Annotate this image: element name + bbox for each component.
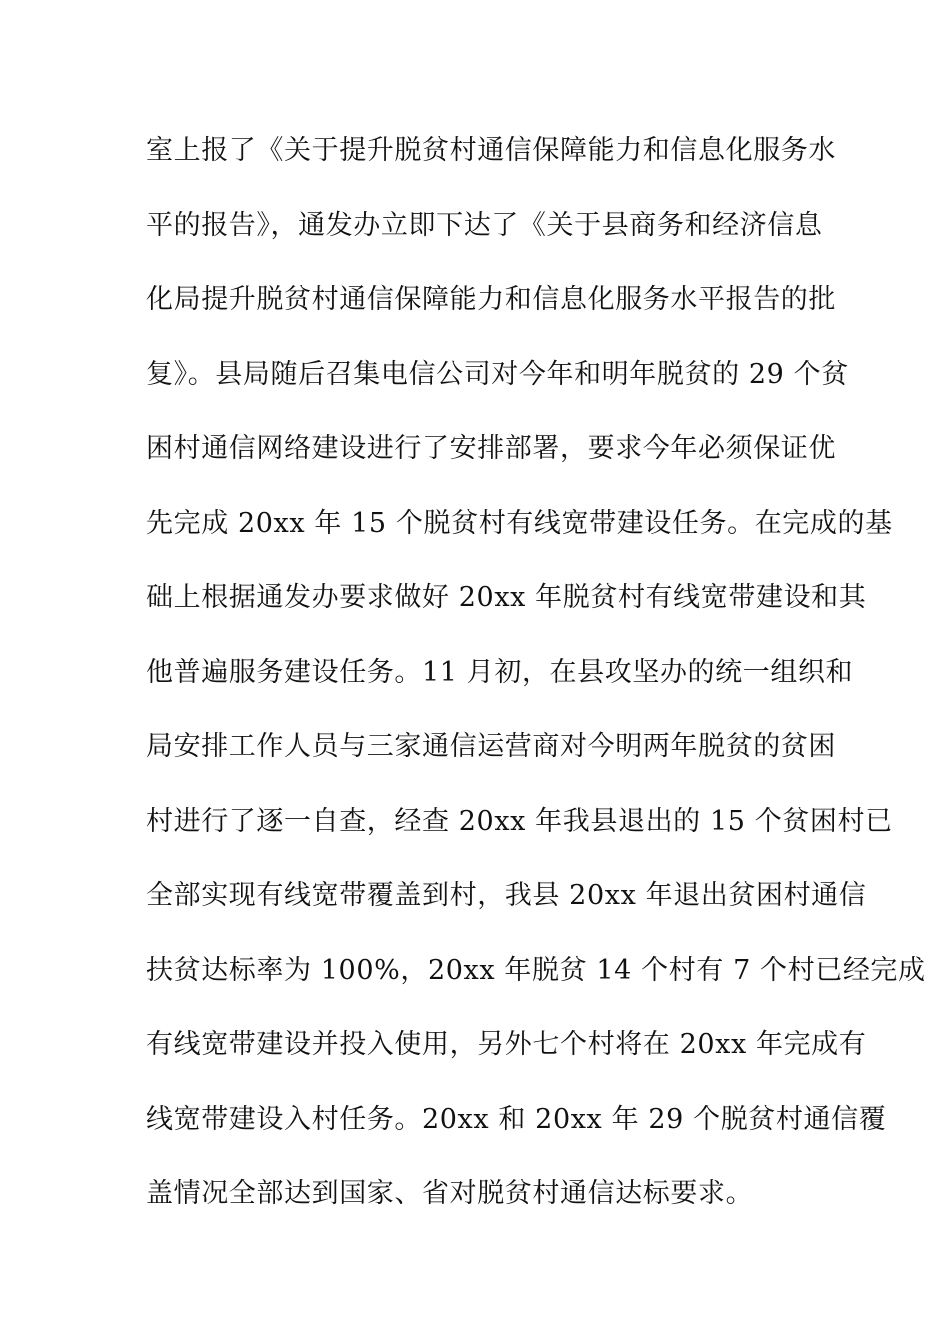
text-line-9: 局安排工作人员与三家通信运营商对今明两年脱贫的贫困: [146, 731, 836, 762]
text-line-2: 平的报告》，通发办立即下达了《关于县商务和经济信息: [146, 209, 823, 241]
text-line-3: 化局提升脱贫村通信保障能力和信息化服务水平报告的批: [146, 284, 836, 315]
text-line-5: 困村通信网络建设进行了安排部署，要求今年必须保证优: [146, 433, 836, 464]
text-line-10: 村进行了逐一自查，经查 20xx 年我县退出的 15 个贫困村已: [146, 805, 893, 837]
text-line-1: 室上报了《关于提升脱贫村通信保障能力和信息化服务水: [146, 135, 836, 166]
body-paragraph: [146, 126, 926, 1244]
text-line-7: 础上根据通发办要求做好 20xx 年脱贫村有线宽带建设和其: [146, 582, 867, 613]
text-line-13: 有线宽带建设并投入使用，另外七个村将在 20xx 年完成有: [146, 1029, 867, 1060]
text-line-4: 复》。县局随后召集电信公司对今年和明年脱贫的 29 个贫: [146, 358, 849, 390]
text-line-6: 先完成 20xx 年 15 个脱贫村有线宽带建设任务。在完成的基: [146, 507, 893, 539]
text-line-15: 盖情况全部达到国家、省对脱贫村通信达标要求。: [146, 1178, 754, 1209]
text-line-11: 全部实现有线宽带覆盖到村，我县 20xx 年退出贫困村通信: [146, 880, 867, 911]
text-line-12: 扶贫达标率为 100%，20xx 年脱贫 14 个村有 7 个村已经完成: [146, 954, 926, 986]
text-line-14: 线宽带建设入村任务。20xx 和 20xx 年 29 个脱贫村通信覆: [146, 1103, 887, 1135]
text-line-8: 他普遍服务建设任务。11 月初，在县攻坚办的统一组织和: [146, 656, 854, 688]
